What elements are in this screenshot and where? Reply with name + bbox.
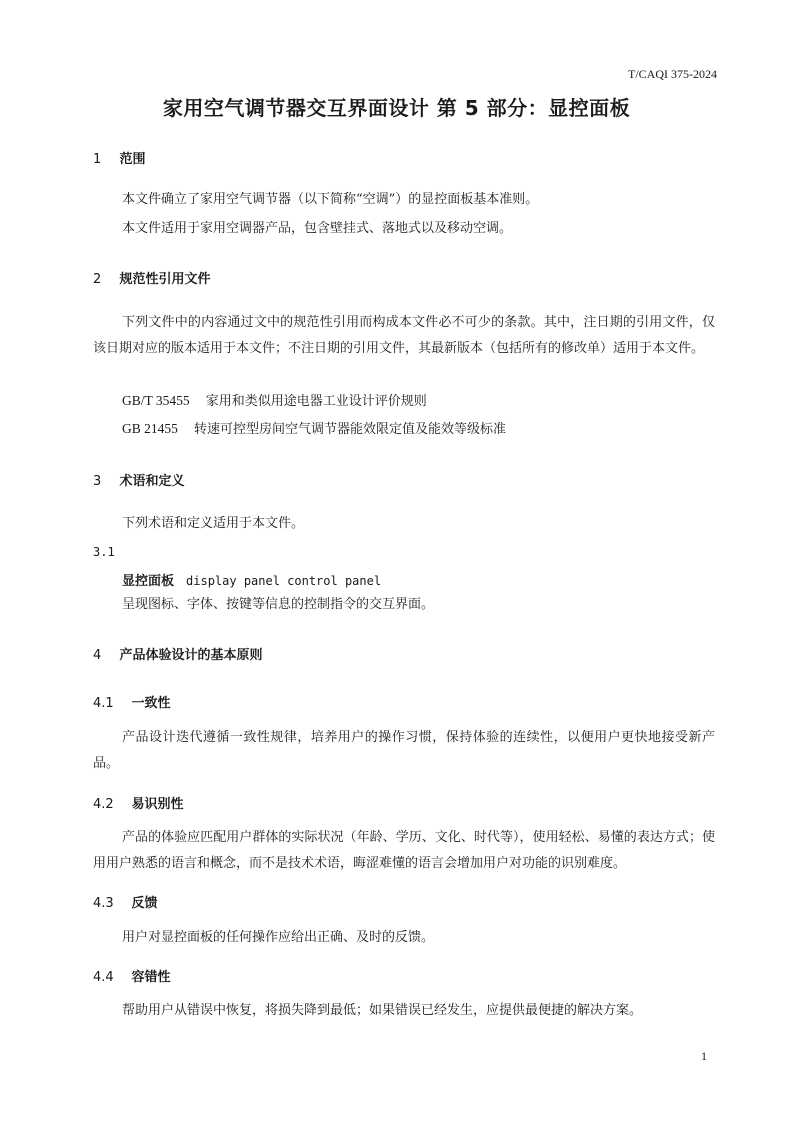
subsection-4-2-heading	[93, 793, 184, 812]
reference-code: GB 21455	[122, 421, 178, 436]
paragraph: 本文件适用于家用空调器产品，包含壁挂式、落地式以及移动空调。	[122, 221, 513, 236]
term-number: 3.1	[93, 545, 115, 559]
reference-code: GB/T 35455	[122, 393, 190, 408]
section-3-heading	[93, 470, 185, 489]
section-2-heading	[93, 268, 211, 287]
section-number: 3	[93, 474, 102, 489]
section-number: 1	[93, 152, 102, 167]
reference-item	[122, 390, 427, 409]
term-entry	[122, 570, 381, 589]
subsection-title: 易识别性	[131, 797, 184, 812]
reference-name: 家用和类似用途电器工业设计评价规则	[205, 394, 427, 409]
section-title: 规范性引用文件	[119, 272, 211, 287]
paragraph: 本文件确立了家用空气调节器（以下简称“空调”）的显控面板基本准则。	[122, 192, 539, 207]
subsection-number: 4.4	[93, 970, 114, 985]
subsection-number: 4.1	[93, 696, 114, 711]
paragraph: 下列术语和定义适用于本文件。	[122, 516, 305, 531]
document-title: 家用空气调节器交互界面设计 第 5 部分：显控面板	[162, 96, 631, 120]
section-1-heading	[93, 148, 146, 167]
subsection-4-3-heading	[93, 892, 158, 911]
section-number: 4	[93, 648, 102, 663]
paragraph: 产品设计迭代遵循一致性规律，培养用户的操作习惯，保持体验的连续性，以便用户更快地接受新产品。	[93, 730, 715, 771]
subsection-title: 一致性	[131, 696, 171, 711]
reference-name: 转速可控型房间空气调节器能效限定值及能效等级标准	[194, 422, 507, 437]
term-english: display panel control panel	[186, 574, 382, 588]
subsection-title: 容错性	[131, 970, 171, 985]
subsection-4-1-heading	[93, 692, 171, 711]
term-chinese: 显控面板	[122, 574, 175, 589]
paragraph: 用户对显控面板的任何操作应给出正确、及时的反馈。	[122, 930, 435, 945]
subsection-title: 反馈	[131, 896, 158, 911]
reference-item	[122, 418, 506, 437]
subsection-number: 4.3	[93, 896, 114, 911]
section-title: 范围	[119, 152, 146, 167]
paragraph: 帮助用户从错误中恢复，将损失降到最低；如果错误已经发生，应提供最便捷的解决方案。	[122, 1003, 643, 1018]
term-definition: 呈现图标、字体、按键等信息的控制指令的交互界面。	[122, 597, 435, 612]
section-title: 术语和定义	[119, 474, 185, 489]
paragraph: 产品的体验应匹配用户群体的实际状况（年龄、学历、文化、时代等），使用轻松、易懂的表达方式；使用用户熟悉的语言和概念，而不是技术术语，晦涩难懂的语言会增加用户对功能的识别难度。	[93, 830, 715, 871]
document-code: T/CAQI 375-2024	[628, 67, 717, 81]
section-4-heading	[93, 644, 263, 663]
section-title: 产品体验设计的基本原则	[119, 648, 263, 663]
page-number: 1	[701, 1049, 707, 1063]
subsection-4-4-heading	[93, 966, 171, 985]
paragraph: 下列文件中的内容通过文中的规范性引用而构成本文件必不可少的条款。其中，注日期的引用文件，仅该日期对应的版本适用于本文件；不注日期的引用文件，其最新版本（包括所有的修改单）适用于本文件。	[93, 315, 715, 356]
subsection-number: 4.2	[93, 797, 114, 812]
section-number: 2	[93, 272, 102, 287]
